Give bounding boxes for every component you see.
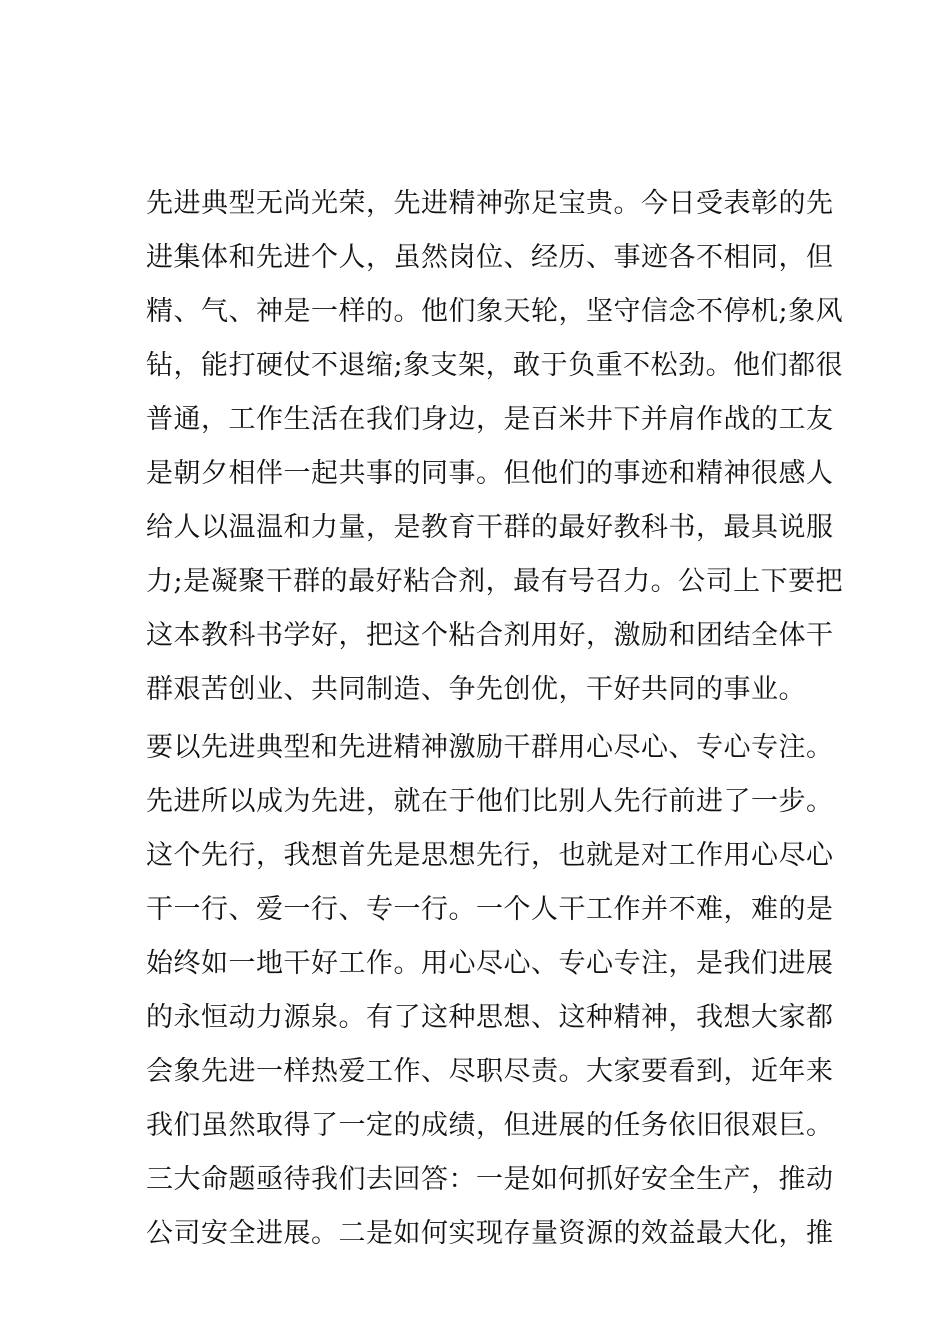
text-line: 精、气、神是一样的。他们象天轮，坚守信念不停机;象风 [146, 296, 844, 327]
text-line: 普通，工作生活在我们身边，是百米井下并肩作战的工友 [146, 404, 834, 435]
text-line: 是朝夕相伴一起共事的同事。但他们的事迹和精神很感人 [146, 458, 834, 489]
text-line: 始终如一地干好工作。用心尽心、专心专注，是我们进展 [146, 948, 834, 979]
text-line: 钻，能打硬仗不退缩;象支架，敢于负重不松劲。他们都很 [146, 350, 844, 381]
text-line: 群艰苦创业、共同制造、争先创优，干好共同的事业。 [146, 674, 806, 705]
text-line: 进集体和先进个人，虽然岗位、经历、事迹各不相同，但 [146, 242, 834, 273]
text-line: 三大命题亟待我们去回答：一是如何抓好安全生产，推动 [146, 1164, 834, 1195]
text-line: 这本教科书学好，把这个粘合剂用好，激励和团结全体干 [146, 620, 834, 651]
text-line: 给人以温温和力量，是教育干群的最好教科书，最具说服 [146, 512, 834, 543]
paragraph-2 [146, 721, 834, 1261]
paragraph-1 [146, 177, 844, 717]
text-line: 力;是凝聚干群的最好粘合剂，最有号召力。公司上下要把 [146, 566, 844, 597]
text-line: 要以先进典型和先进精神激励干群用心尽心、专心专注。 [146, 732, 834, 763]
text-line: 的永恒动力源泉。有了这种思想、这种精神，我想大家都 [146, 1002, 834, 1033]
text-line: 先进所以成为先进，就在于他们比别人先行前进了一步。 [146, 786, 834, 817]
text-line: 会象先进一样热爱工作、尽职尽责。大家要看到，近年来 [146, 1056, 834, 1087]
text-line: 我们虽然取得了一定的成绩，但进展的任务依旧很艰巨。 [146, 1110, 834, 1141]
text-line: 先进典型无尚光荣，先进精神弥足宝贵。今日受表彰的先 [146, 188, 834, 219]
text-line: 这个先行，我想首先是思想先行，也就是对工作用心尽心 [146, 840, 834, 871]
text-line: 公司安全进展。二是如何实现存量资源的效益最大化，推 [146, 1218, 834, 1249]
text-line: 干一行、爱一行、专一行。一个人干工作并不难，难的是 [146, 894, 834, 925]
